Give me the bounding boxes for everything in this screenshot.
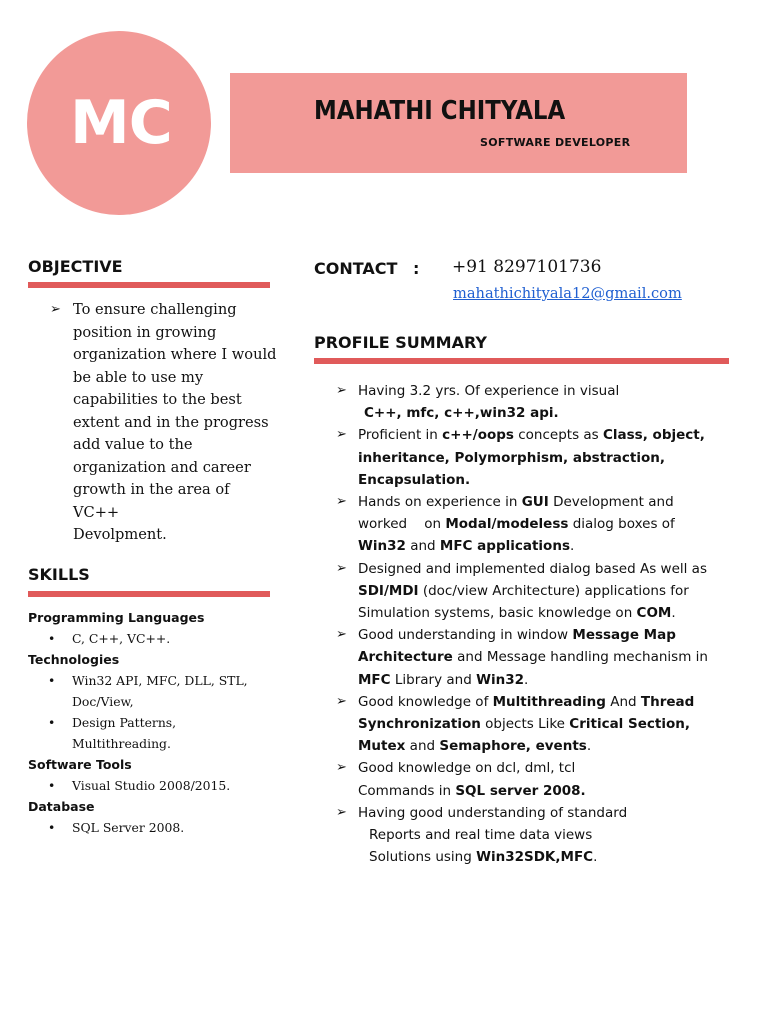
profile-line — [358, 535, 736, 557]
profile-text: Good knowledge of — [358, 693, 493, 710]
profile-line: Good knowledge on dcl, dml, tcl — [358, 760, 576, 777]
skills-rule — [28, 591, 270, 597]
profile-text: and — [405, 738, 440, 755]
profile-text: And — [605, 693, 641, 710]
profile-text: Hands on experience in — [358, 494, 522, 511]
objective-line: position in growing — [73, 323, 217, 341]
initials: MC — [70, 88, 172, 158]
profile-text: (doc/view Architecture) applications for — [418, 582, 689, 599]
arrow-bullet-icon: ➢ — [336, 560, 347, 576]
profile-line: Reports and real time data views — [369, 827, 593, 844]
profile-bold: C++, mfc, c++,win32 api. — [364, 405, 559, 422]
profile-text: and Message handling mechanism in — [452, 649, 708, 666]
profile-item — [336, 424, 736, 491]
profile-bold: Win32 — [476, 671, 524, 688]
objective-line: growth in the area of VC++ — [73, 481, 230, 521]
skill-item-text: Win32 API, MFC, DLL, STL, — [72, 673, 248, 688]
profile-line — [358, 669, 736, 691]
profile-line — [358, 624, 736, 646]
profile-bold: Mutex — [358, 738, 406, 755]
profile-item — [336, 491, 736, 558]
profile-bold: Win32 — [358, 538, 406, 555]
skill-item — [72, 670, 268, 712]
profile-item — [336, 558, 736, 625]
profile-bold: MFC — [358, 671, 391, 688]
profile-line — [358, 491, 736, 513]
profile-line — [358, 602, 736, 624]
arrow-bullet-icon: ➢ — [336, 627, 347, 643]
skill-item: • C, C++, VC++. — [72, 628, 268, 649]
profile-bold: MFC applications — [439, 538, 570, 555]
profile-bold: Encapsulation. — [358, 471, 471, 488]
profile-summary-heading: PROFILE SUMMARY — [314, 333, 487, 352]
profile-text: Good understanding in window — [358, 627, 573, 644]
profile-line — [358, 447, 736, 469]
arrow-bullet-icon: ➢ — [336, 383, 347, 398]
contact-colon: : — [413, 259, 420, 278]
profile-line — [358, 846, 736, 868]
profile-text: and — [405, 538, 440, 555]
profile-text: Development and — [548, 494, 674, 511]
profile-text: Commands in — [358, 782, 456, 799]
profile-line — [358, 713, 736, 735]
profile-line: Having 3.2 yrs. Of experience in visual — [358, 383, 620, 399]
arrow-bullet-icon: ➢ — [336, 760, 347, 776]
objective-line: Devolpment. — [73, 526, 167, 543]
profile-text: . — [671, 605, 676, 622]
objective-rule — [28, 282, 270, 288]
profile-line — [358, 402, 736, 424]
profile-item — [336, 691, 736, 758]
skill-category: Database — [28, 799, 95, 814]
profile-text: Solutions using — [369, 849, 477, 866]
objective-heading: OBJECTIVE — [28, 257, 123, 276]
profile-bold: COM — [636, 605, 672, 622]
profile-bold: Win32SDK,MFC — [476, 849, 594, 866]
profile-bold: Semaphore, events — [439, 738, 587, 755]
profile-item — [336, 380, 736, 424]
arrow-bullet-icon: ➢ — [336, 427, 347, 443]
profile-bold: c++/oops — [442, 427, 514, 444]
skill-item-text: Design Patterns, — [72, 715, 177, 730]
skill-list — [28, 775, 268, 796]
objective-line: capabilities to the best — [73, 391, 242, 408]
skills-heading: SKILLS — [28, 565, 90, 584]
profile-text: Simulation systems, basic knowledge on — [358, 605, 637, 622]
profile-item — [336, 757, 736, 801]
objective-line: organization where I would — [73, 346, 277, 363]
profile-text: . — [586, 738, 592, 755]
objective-line: To ensure challenging — [73, 301, 237, 318]
profile-line — [358, 780, 736, 802]
contact-email-link[interactable]: mahathichityala12@gmail.com — [453, 285, 682, 302]
profile-text: . — [569, 538, 575, 555]
profile-bold: Class, object, — [603, 427, 705, 444]
profile-bold: Thread — [640, 693, 695, 710]
profile-item — [336, 624, 736, 691]
profile-line — [358, 513, 736, 535]
profile-text: worked on — [358, 516, 446, 533]
profile-line — [358, 424, 736, 446]
profile-text: dialog boxes of — [568, 516, 675, 533]
candidate-role: SOFTWARE DEVELOPER — [480, 136, 631, 149]
skill-item — [72, 712, 268, 754]
profile-bold: Synchronization — [358, 716, 481, 733]
objective-line: add value to the — [73, 436, 193, 453]
profile-bold: SQL server 2008. — [455, 782, 586, 799]
objective-line: organization and career — [73, 458, 251, 476]
objective-item — [50, 299, 280, 547]
skill-item-text: Multithreading. — [72, 736, 171, 751]
profile-line — [358, 646, 736, 668]
profile-bold: Modal/modeless — [445, 516, 569, 533]
skill-item-text: Doc/View, — [72, 694, 134, 709]
profile-bold: SDI/MDI — [358, 582, 419, 599]
objective-line: extent and in the progress — [73, 413, 269, 431]
skill-item: • SQL Server 2008. — [72, 817, 268, 838]
profile-line — [358, 735, 736, 757]
profile-bold: Multithreading — [492, 693, 606, 710]
contact-label: CONTACT — [314, 259, 398, 278]
arrow-bullet-icon: ➢ — [50, 302, 61, 317]
profile-bold: inheritance, Polymorphism, abstraction, — [358, 449, 666, 466]
profile-bold: Message Map — [572, 627, 676, 644]
profile-item — [336, 802, 736, 869]
profile-text: . — [593, 849, 598, 866]
profile-text: objects Like — [480, 716, 570, 733]
candidate-name: MAHATHI CHITYALA — [314, 96, 566, 126]
profile-text: concepts as — [513, 427, 603, 444]
skill-list — [28, 817, 268, 838]
arrow-bullet-icon: ➢ — [336, 804, 347, 820]
profile-line — [358, 691, 736, 713]
objective-list — [50, 299, 280, 547]
skills-section — [28, 607, 268, 838]
skill-category: Programming Languages — [28, 610, 205, 625]
skill-list — [28, 628, 268, 649]
contact-phone: +91 8297101736 — [452, 257, 602, 277]
profile-line: Having good understanding of standard — [358, 804, 628, 821]
profile-summary-rule — [314, 358, 729, 364]
objective-line: be able to use my — [73, 368, 204, 386]
arrow-bullet-icon: ➢ — [336, 693, 347, 709]
profile-summary-list — [336, 380, 736, 868]
profile-line — [358, 580, 736, 602]
skill-item: • Visual Studio 2008/2015. — [72, 775, 268, 796]
profile-text: Proficient in — [358, 427, 443, 444]
skill-category: Software Tools — [28, 757, 132, 772]
profile-text: Library and — [390, 671, 477, 688]
profile-text: . — [523, 671, 529, 688]
profile-line: Designed and implemented dialog based As well as — [358, 560, 707, 577]
skill-category: Technologies — [28, 652, 120, 667]
profile-bold: GUI — [521, 494, 549, 511]
profile-line — [358, 469, 736, 491]
skill-list — [28, 670, 268, 754]
profile-bold: Architecture — [358, 649, 453, 666]
profile-bold: Critical Section, — [569, 716, 690, 733]
arrow-bullet-icon: ➢ — [336, 494, 347, 510]
